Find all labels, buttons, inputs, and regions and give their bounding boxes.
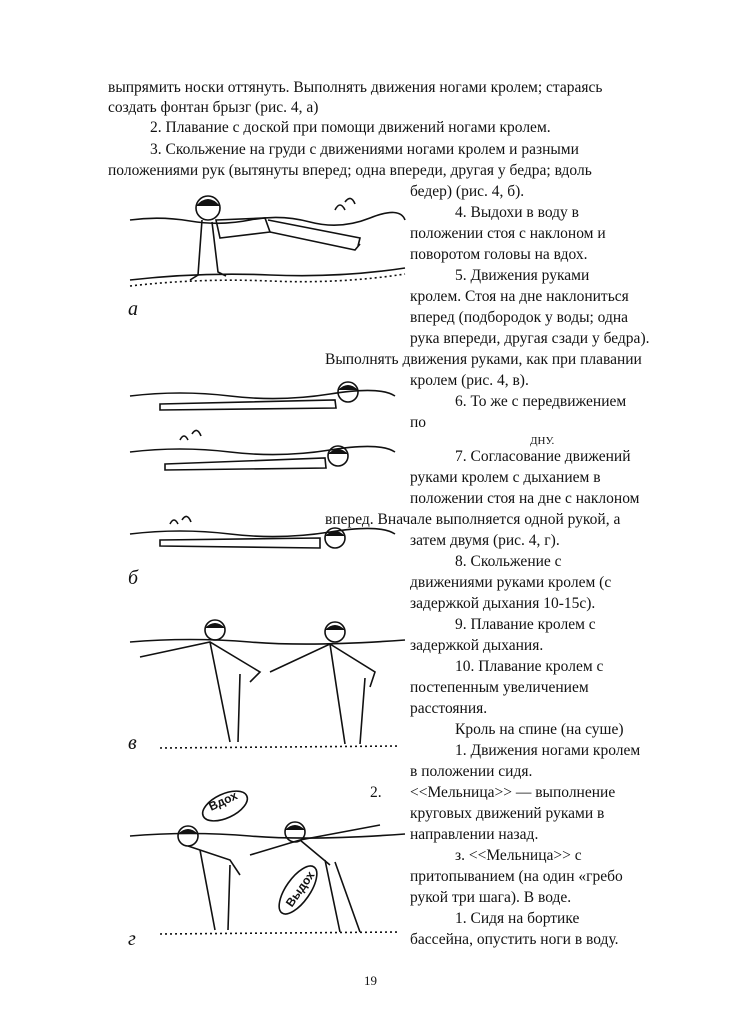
figure-label-v: в [128,732,137,754]
list-item-3b: з. <<Мельница>> с [455,847,582,864]
paragraph-line: выпрямить носки оттянуть. Выполнять движения ногами кролем; стараясь [108,79,603,96]
figure-g [120,780,410,960]
paragraph-line: расстояния. [410,700,488,717]
list-item-1w: 1. Сидя на бортике [455,910,580,927]
paragraph-line: круговых движений руками в [410,805,605,822]
figure-label-a: а [128,298,138,320]
paragraph-line: создать фонтан брызг (рис. 4, а) [108,99,319,116]
paragraph-line: вперед. Вначале выполняется одной рукой, а [325,511,621,528]
glide-illustration [120,372,410,572]
figure-label-g: г [128,928,136,950]
swimmer-kick-illustration [120,180,410,330]
paragraph-line: кролем (рис. 4, в). [410,372,529,389]
exhale-bubble-text: Выдох [282,868,318,910]
paragraph-line: положениями рук (вытянуты вперед; одна впереди, другая у бедра; вдоль [108,162,592,179]
paragraph-line: бассейна, опустить ноги в воду. [410,931,619,948]
list-item-2b: <<Мельница>> — выполнение [410,784,616,801]
arm-stroke-illustration [120,612,410,762]
list-item-5: 5. Движения руками [455,267,590,284]
paragraph-line: положении стоя с наклоном и [410,225,606,242]
paragraph-line: притопыванием (на один «гребо [410,868,623,885]
page-number: 19 [364,973,377,988]
figure-a [120,180,410,330]
section-heading: Кроль на спине (на суше) [455,721,624,738]
figure-label-b: б [128,567,139,589]
list-item-8: 8. Скольжение с [455,553,562,570]
paragraph-line: бедер) (рис. 4, б). [410,183,525,200]
paragraph-line: по [410,414,427,431]
list-item-3: 3. Скольжение на груди с движениями ногами кролем и разными [150,141,579,158]
paragraph-line: ДНУ. [530,435,555,447]
list-item-4: 4. Выдохи в воду в [455,204,579,221]
paragraph-line: рукой три шага). В воде. [410,889,572,906]
list-item-6: 6. То же с передвижением [455,393,627,410]
paragraph-line: вперед (подбородок у воды; одна [410,309,629,326]
paragraph-line: положении стоя на дне с наклоном [410,490,640,507]
paragraph-line: задержкой дыхания 10-15с). [410,595,596,612]
list-item-2: 2. Плавание с доской при помощи движений ногами кролем. [150,119,551,136]
list-item-7: 7. Согласование движений [455,448,631,465]
list-item-10: 10. Плавание кролем с [455,658,604,675]
paragraph-line: Выполнять движения руками, как при плавании [325,351,642,368]
paragraph-line: рука впереди, другая сзади у бедра). [410,330,650,347]
figure-b [120,372,410,589]
list-item-9: 9. Плавание кролем с [455,616,596,633]
figure-v [120,612,410,762]
paragraph-line: затем двумя (рис. 4, г). [410,532,560,549]
paragraph-line: движениями руками кролем (с [410,574,612,591]
paragraph-line: постепенным увеличением [410,679,589,696]
paragraph-line: направлении назад. [410,826,539,843]
paragraph-line: руками кролем с дыханием в [410,469,601,486]
paragraph-line: поворотом головы на вдох. [410,246,588,263]
list-number: 2. [370,784,382,801]
list-item-1: 1. Движения ногами кролем [455,742,641,759]
breathing-illustration [120,780,410,955]
paragraph-line: задержкой дыхания. [410,637,544,654]
paragraph-line: в положении сидя. [410,763,533,780]
paragraph-line: кролем. Стоя на дне наклониться [410,288,629,305]
inhale-bubble-text: Вдох [206,788,240,814]
